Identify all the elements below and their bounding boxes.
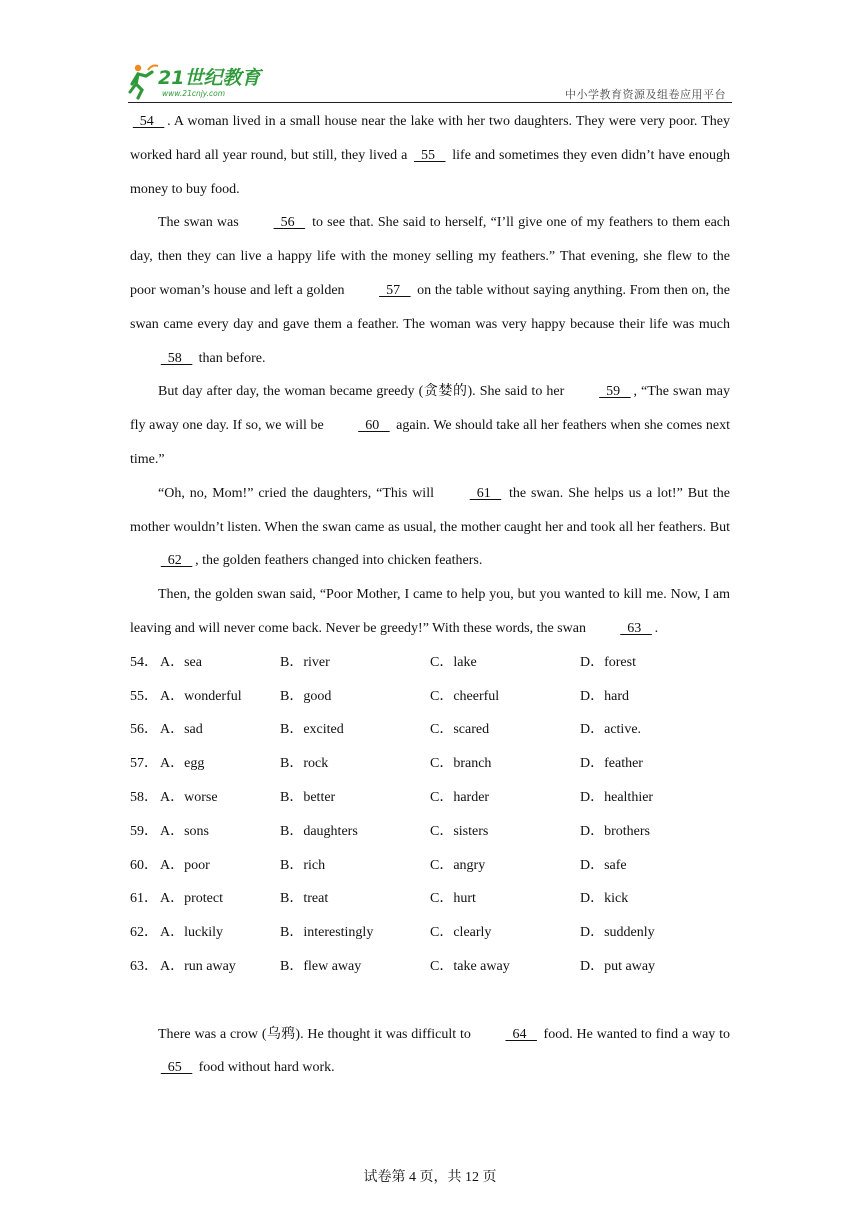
blank-55: 55 xyxy=(414,147,446,163)
svg-text:www.21cnjy.com: www.21cnjy.com xyxy=(162,89,226,98)
option-row-56: 56． A．sad B．excited C．scared D．active. xyxy=(130,713,730,747)
option-d[interactable]: D．forest xyxy=(580,654,636,670)
option-d[interactable]: D．healthier xyxy=(580,789,654,805)
option-d[interactable]: D．safe xyxy=(580,857,627,873)
option-row-54: 54． A．sea B．river C．lake D．forest xyxy=(130,646,730,680)
blank-57: 57 xyxy=(379,282,411,298)
logo-21cnjy xyxy=(128,62,268,102)
passage1-paragraph-1: 54 . A woman lived in a small house near the lake with her two daughters. They were very poor. They worked hard all year round, but still, they lived a 55 life and sometimes they even didn’t have enough money to buy food. xyxy=(130,105,730,206)
option-row-57: 57． A．egg B．rock C．branch D．feather xyxy=(130,747,730,781)
option-b[interactable]: B．interestingly xyxy=(280,925,374,941)
passage1-paragraph-5: Then, the golden swan said, “Poor Mother, I came to help you, but you wanted to kill me. Now, I am leaving and will never come back. Never be greedy!” With these words, the swan 63 . xyxy=(130,578,730,646)
option-c[interactable]: C．sisters xyxy=(430,823,489,839)
option-b[interactable]: B．better xyxy=(280,789,336,805)
option-d[interactable]: D．suddenly xyxy=(580,925,655,941)
option-d[interactable]: D．hard xyxy=(580,688,629,704)
option-b[interactable]: B．treat xyxy=(280,891,329,907)
option-b[interactable]: B．rich xyxy=(280,857,326,873)
option-row-62: 62． A．luckily B．interestingly C．clearly D．suddenly xyxy=(130,916,730,950)
section-spacer xyxy=(130,984,730,1018)
option-row-55: 55． A．wonderful B．good C．cheerful D．hard xyxy=(130,680,730,714)
option-a[interactable]: A．worse xyxy=(160,789,218,805)
option-b[interactable]: B．excited xyxy=(280,722,344,738)
header-divider xyxy=(128,102,732,103)
option-a[interactable]: A．wonderful xyxy=(160,688,242,704)
option-c[interactable]: C．clearly xyxy=(430,925,492,941)
passage1-paragraph-2: The swan was 56 to see that. She said to herself, “I’ll give one of my feathers to them each day, then they can live a happy life with the money selling my feathers.” That evening, she flew to the poor woman’s house and left a golden 57 on the table without saying anything. From then on, the swan came every day and gave them a feather. The woman was very happy because their life was much 58 than before. xyxy=(130,206,730,375)
option-d[interactable]: D．put away xyxy=(580,958,656,974)
blank-58: 58 xyxy=(160,350,193,366)
blank-60: 60 xyxy=(358,418,390,434)
option-c[interactable]: C．angry xyxy=(430,857,486,873)
passage2-paragraph-1: There was a crow (乌鸦). He thought it was difficult to 64 food. He wanted to find a way to 65 food without hard work. xyxy=(130,1018,730,1086)
option-a[interactable]: A．protect xyxy=(160,891,223,907)
exam-content xyxy=(130,105,730,1085)
blank-64: 64 xyxy=(505,1026,537,1042)
option-b[interactable]: B．river xyxy=(280,654,330,670)
passage1-paragraph-3: But day after day, the woman became greedy (贪婪的). She said to her 59 , “The swan may fly away one day. If so, we will be 60 again. We should take all her feathers when she comes next time.” xyxy=(130,375,730,476)
option-c[interactable]: C．hurt xyxy=(430,891,476,907)
page-header xyxy=(128,58,732,104)
option-c[interactable]: C．scared xyxy=(430,722,490,738)
option-a[interactable]: A．poor xyxy=(160,857,210,873)
option-d[interactable]: D．active. xyxy=(580,722,642,738)
platform-label: 中小学教育资源及组卷应用平台 xyxy=(565,88,726,101)
passage1-paragraph-4: “Oh, no, Mom!” cried the daughters, “This will 61 the swan. She helps us a lot!” But the mother wouldn’t listen. When the swan came as usual, the mother caught her and took all her feathers. But 62 , the golden feathers changed into chicken feathers. xyxy=(130,477,730,578)
option-a[interactable]: A．sea xyxy=(160,654,202,670)
option-c[interactable]: C．harder xyxy=(430,789,490,805)
option-c[interactable]: C．branch xyxy=(430,756,492,772)
option-d[interactable]: D．feather xyxy=(580,756,643,772)
option-c[interactable]: C．lake xyxy=(430,654,477,670)
svg-text:21世纪教育: 21世纪教育 xyxy=(158,67,261,89)
option-b[interactable]: B．rock xyxy=(280,756,329,772)
blank-56: 56 xyxy=(273,215,306,231)
option-d[interactable]: D．kick xyxy=(580,891,629,907)
option-a[interactable]: A．run away xyxy=(160,958,236,974)
option-row-60: 60． A．poor B．rich C．angry D．safe xyxy=(130,849,730,883)
page-footer: 试卷第 4 页，共 12 页 xyxy=(363,1170,497,1185)
option-d[interactable]: D．brothers xyxy=(580,823,650,839)
option-a[interactable]: A．luckily xyxy=(160,925,223,941)
answer-options xyxy=(130,646,730,984)
option-a[interactable]: A．sad xyxy=(160,722,203,738)
option-row-58: 58． A．worse B．better C．harder D．healthier xyxy=(130,781,730,815)
blank-62: 62 xyxy=(160,553,193,569)
option-row-59: 59． A．sons B．daughters C．sisters D．brothers xyxy=(130,815,730,849)
option-b[interactable]: B．good xyxy=(280,688,332,704)
option-row-63: 63． A．run away B．flew away C．take away D．put away xyxy=(130,950,730,984)
option-b[interactable]: B．flew away xyxy=(280,958,362,974)
option-c[interactable]: C．take away xyxy=(430,958,510,974)
option-c[interactable]: C．cheerful xyxy=(430,688,500,704)
blank-65: 65 xyxy=(160,1060,193,1076)
running-figure-icon xyxy=(130,65,158,98)
option-row-61: 61． A．protect B．treat C．hurt D．kick xyxy=(130,882,730,916)
option-a[interactable]: A．egg xyxy=(160,756,205,772)
blank-63: 63 xyxy=(620,620,652,636)
blank-61: 61 xyxy=(469,485,502,501)
blank-59: 59 xyxy=(599,384,631,400)
option-b[interactable]: B．daughters xyxy=(280,823,358,839)
blank-54: 54 xyxy=(132,114,165,129)
option-a[interactable]: A．sons xyxy=(160,823,210,839)
